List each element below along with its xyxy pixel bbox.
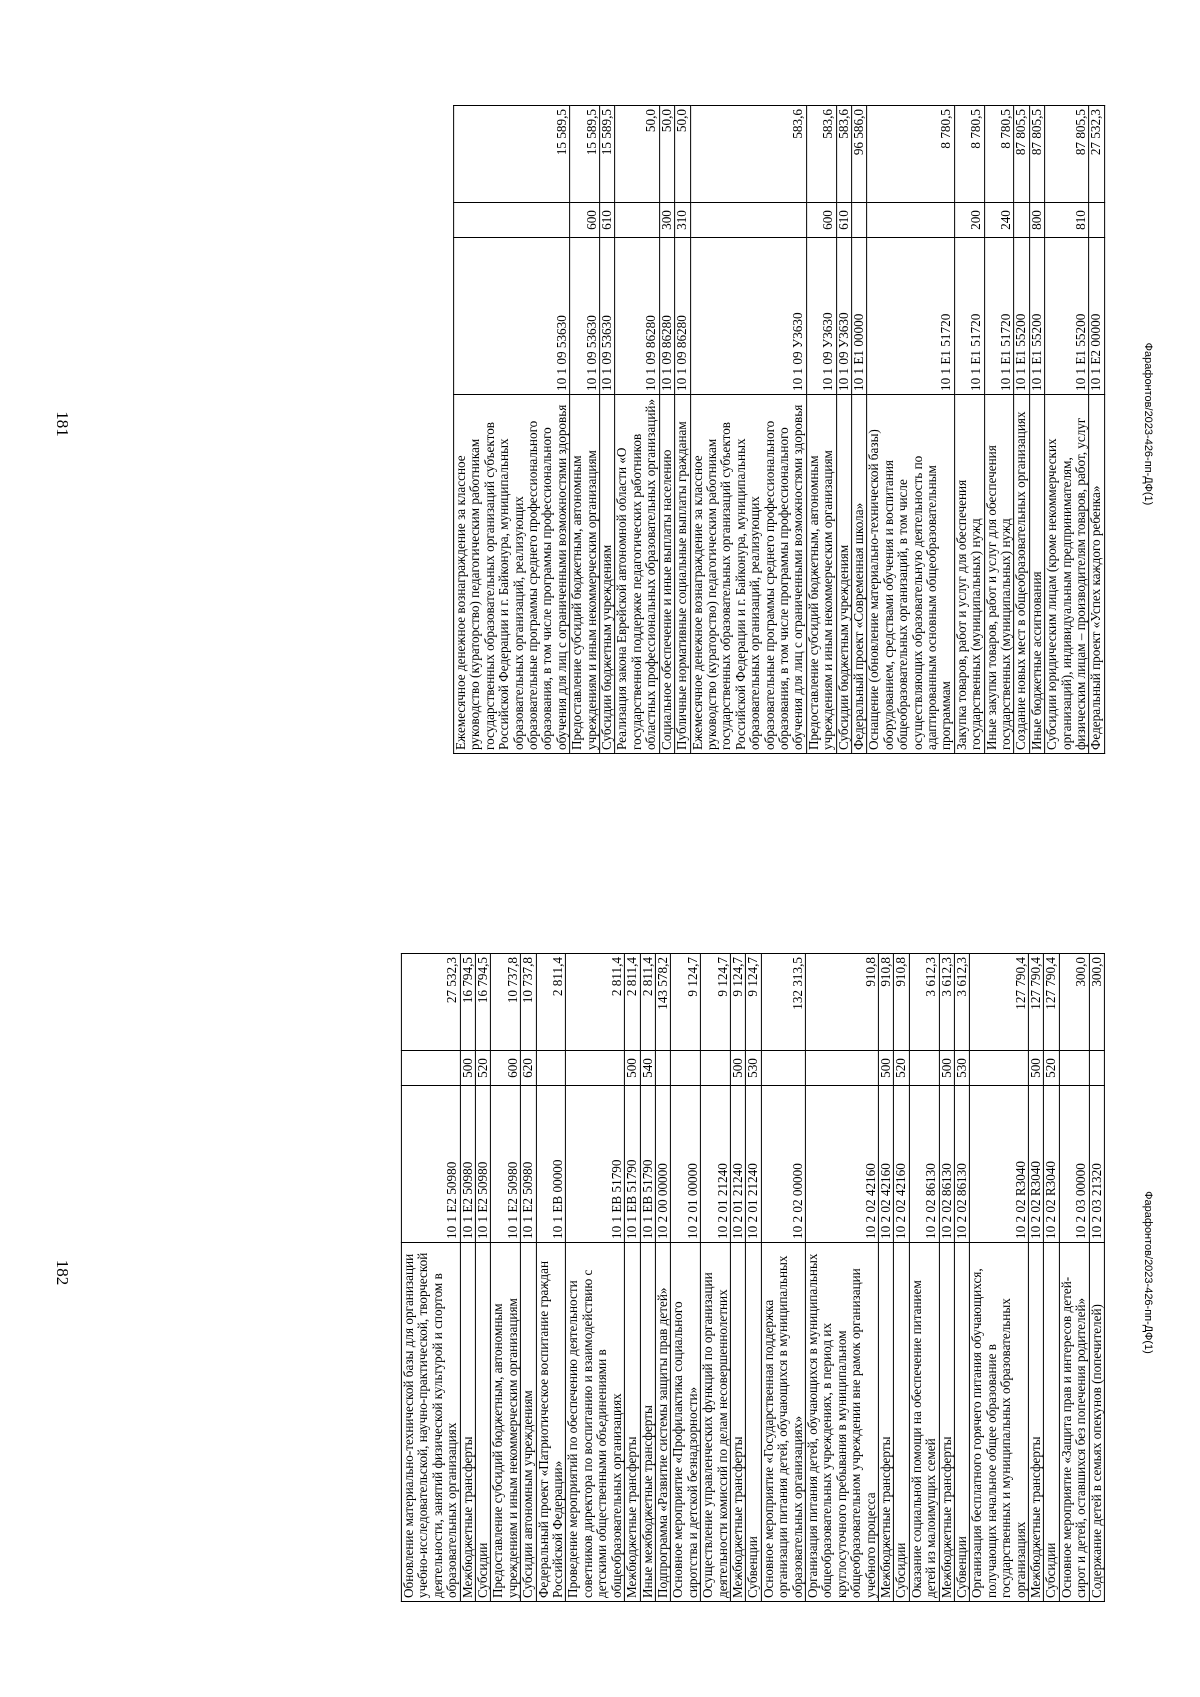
row-code-cell: 10 1 ЕВ 51790 <box>625 1086 640 1243</box>
row-name-cell: Подпрограмма «Развитие системы защиты прав детей» <box>655 1243 670 1602</box>
page-footer: Фарафонтов/2023-426-пп-ДФ(1) <box>1142 1191 1154 1354</box>
table-row <box>536 954 566 1602</box>
row-sum-cell: 910,8 <box>805 954 878 1051</box>
row-sum-cell: 9 124,7 <box>671 954 701 1051</box>
table-row <box>690 106 806 754</box>
row-code-cell: 10 1 ЕВ 51790 <box>566 1086 625 1243</box>
row-sum-cell: 27 532,3 <box>1089 106 1104 203</box>
row-code-cell: 10 2 02 86130 <box>939 1086 954 1243</box>
table-row <box>1045 106 1089 754</box>
row-name-cell: Ежемесячное денежное вознаграждение за классное руководство (кураторство) педагогическим работникам государственных образовательных организаций субъектов Российской Федерации и г. Байконура, муниципальных образовательных организаций, реализующих образовательные программы среднего профессионального образования, в том числе программы профессионального обучения для лиц с ограниченными возможностями здоровья <box>690 395 806 754</box>
row-code-cell: 10 1 09 У3630 <box>690 238 806 395</box>
row-sum-cell: 8 780,5 <box>867 106 954 203</box>
table-row <box>878 954 893 1602</box>
row-name-cell: Субсидии бюджетным учреждениям <box>836 395 851 754</box>
row-name-cell: Публичные нормативные социальные выплаты гражданам <box>675 395 690 754</box>
row-code-cell: 10 2 02 42160 <box>878 1086 893 1243</box>
row-sum-cell: 50,0 <box>675 106 690 203</box>
table-row <box>954 954 969 1602</box>
row-expense-type-cell <box>454 203 570 238</box>
row-sum-cell: 50,0 <box>659 106 674 203</box>
row-code-cell: 10 2 02 42160 <box>805 1086 878 1243</box>
row-code-cell: 10 1 Е1 55200 <box>1014 238 1029 395</box>
row-sum-cell: 87 805,5 <box>1014 106 1029 203</box>
row-name-cell: Субсидии автономным учреждениям <box>521 1243 536 1602</box>
row-code-cell: 10 1 09 53630 <box>454 238 570 395</box>
row-code-cell: 10 2 02 R3040 <box>1044 1086 1059 1243</box>
row-code-cell: 10 2 02 42160 <box>894 1086 909 1243</box>
row-expense-type-cell: 500 <box>460 1051 475 1086</box>
row-name-cell: Основное мероприятие «Государственная поддержка организации питания детей, обучающихся в муниципальных образовательных организациях» <box>761 1243 805 1602</box>
row-name-cell: Предоставление субсидий бюджетным, автономным учреждениям и иным некоммерческим организациям <box>806 395 836 754</box>
row-code-cell: 10 1 Е2 50980 <box>491 1086 521 1243</box>
row-code-cell: 10 1 09 53630 <box>600 238 615 395</box>
table-row <box>659 106 674 754</box>
row-code-cell: 10 2 03 21320 <box>1089 1086 1104 1243</box>
row-sum-cell: 15 589,5 <box>570 106 600 203</box>
table-row <box>805 954 878 1602</box>
row-code-cell: 10 2 01 00000 <box>671 1086 701 1243</box>
row-expense-type-cell: 520 <box>475 1051 490 1086</box>
row-code-cell: 10 1 09 53630 <box>570 238 600 395</box>
row-code-cell: 10 2 02 R3040 <box>970 1086 1029 1243</box>
row-expense-type-cell <box>671 1051 701 1086</box>
row-name-cell: Федеральный проект «Успех каждого ребенка» <box>1089 395 1104 754</box>
row-name-cell: Реализация закона Еврейской автономной области «О государственной поддержке педагогических работников областных профессиональных образовательных организаций» <box>615 395 659 754</box>
row-sum-cell: 583,6 <box>806 106 836 203</box>
row-sum-cell: 2 811,4 <box>536 954 566 1051</box>
row-code-cell: 10 2 01 21240 <box>701 1086 731 1243</box>
row-sum-cell: 127 790,4 <box>970 954 1029 1051</box>
row-expense-type-cell: 610 <box>600 203 615 238</box>
row-expense-type-cell <box>761 1051 805 1086</box>
row-sum-cell: 583,6 <box>690 106 806 203</box>
table-row <box>730 954 745 1602</box>
row-expense-type-cell: 610 <box>836 203 851 238</box>
table-row <box>521 954 536 1602</box>
row-expense-type-cell <box>909 1051 939 1086</box>
row-expense-type-cell <box>1014 203 1029 238</box>
row-code-cell: 10 2 01 21240 <box>746 1086 761 1243</box>
row-sum-cell: 87 805,5 <box>1029 106 1044 203</box>
row-expense-type-cell: 530 <box>746 1051 761 1086</box>
row-name-cell: Содержание детей в семьях опекунов (попечителей) <box>1089 1243 1104 1602</box>
row-expense-type-cell: 500 <box>625 1051 640 1086</box>
budget-table-body <box>401 954 1104 1602</box>
row-name-cell: Обновление материально-технической базы для организации учебно-исследовательской, научно-практической, творческой деятельности, занятий физической культурой и спортом в образовательных организациях <box>401 1243 460 1602</box>
row-sum-cell: 10 737,8 <box>491 954 521 1051</box>
row-sum-cell: 15 589,5 <box>600 106 615 203</box>
row-code-cell: 10 1 Е1 00000 <box>852 238 867 395</box>
row-name-cell: Создание новых мест в общеобразовательных организациях <box>1014 395 1029 754</box>
row-sum-cell: 132 313,5 <box>761 954 805 1051</box>
table-row <box>675 106 690 754</box>
row-sum-cell: 910,8 <box>894 954 909 1051</box>
row-expense-type-cell <box>970 1051 1029 1086</box>
budget-table <box>401 953 1105 1602</box>
row-expense-type-cell: 540 <box>640 1051 655 1086</box>
row-name-cell: Ежемесячное денежное вознаграждение за классное руководство (кураторство) педагогическим работникам государственных образовательных организаций субъектов Российской Федерации и г. Байконура, муниципальных образовательных организаций, реализующих образовательные программы среднего профессионального образования, в том числе программы профессионального обучения для лиц с ограниченными возможностями здоровья <box>454 395 570 754</box>
table-row <box>1044 954 1059 1602</box>
table-row <box>939 954 954 1602</box>
row-name-cell: Межбюджетные трансферты <box>1028 1243 1043 1602</box>
row-code-cell: 10 1 Е2 50980 <box>460 1086 475 1243</box>
row-name-cell: Организация питания детей, обучающихся в муниципальных общеобразовательных учреждениях, в период их круглосуточного пребывания в муниципальном общеобразовательном учреждении вне рамок организации учебного процесса <box>805 1243 878 1602</box>
row-name-cell: Субсидии бюджетным учреждениям <box>600 395 615 754</box>
row-expense-type-cell: 600 <box>570 203 600 238</box>
row-name-cell: Оснащение (обновление материально-технической базы) оборудованием, средствами обучения и воспитания общеобразовательных организаций, в том числе осуществляющих образовательную деятельность по адаптированным основным общеобразовательным программам <box>867 395 954 754</box>
row-sum-cell: 127 790,4 <box>1028 954 1043 1051</box>
table-row <box>454 106 570 754</box>
row-name-cell: Межбюджетные трансферты <box>730 1243 745 1602</box>
table-row <box>761 954 805 1602</box>
page-181 <box>0 0 1200 848</box>
row-expense-type-cell: 500 <box>939 1051 954 1086</box>
table-row <box>655 954 670 1602</box>
row-code-cell: 10 1 Е2 50980 <box>401 1086 460 1243</box>
table-row <box>970 954 1029 1602</box>
row-name-cell: Оказание социальной помощи на обеспечение питанием детей из малоимущих семей <box>909 1243 939 1602</box>
row-expense-type-cell: 310 <box>675 203 690 238</box>
row-code-cell: 10 1 Е2 50980 <box>521 1086 536 1243</box>
row-sum-cell: 8 780,5 <box>984 106 1014 203</box>
row-sum-cell: 2 811,4 <box>625 954 640 1051</box>
table-row <box>401 954 460 1602</box>
budget-table <box>453 105 1105 754</box>
row-code-cell: 10 2 03 00000 <box>1059 1086 1089 1243</box>
row-code-cell: 10 1 ЕВ 51790 <box>640 1086 655 1243</box>
row-name-cell: Федеральный проект «Современная школа» <box>852 395 867 754</box>
table-row <box>625 954 640 1602</box>
row-sum-cell: 300,0 <box>1089 954 1104 1051</box>
row-name-cell: Межбюджетные трансферты <box>878 1243 893 1602</box>
table-row <box>806 106 836 754</box>
row-sum-cell: 2 811,4 <box>566 954 625 1051</box>
table-row <box>909 954 939 1602</box>
table-row <box>746 954 761 1602</box>
page-footer: Фарафонтов/2023-426-пп-ДФ(1) <box>1142 342 1154 506</box>
row-name-cell: Межбюджетные трансферты <box>939 1243 954 1602</box>
row-name-cell: Межбюджетные трансферты <box>625 1243 640 1602</box>
table-row <box>1014 106 1029 754</box>
row-code-cell: 10 2 02 86130 <box>909 1086 939 1243</box>
row-sum-cell: 16 794,5 <box>460 954 475 1051</box>
row-code-cell: 10 1 09 86280 <box>675 238 690 395</box>
row-expense-type-cell: 520 <box>1044 1051 1059 1086</box>
table-row <box>1059 954 1089 1602</box>
row-expense-type-cell <box>401 1051 460 1086</box>
row-expense-type-cell <box>1089 1051 1104 1086</box>
row-code-cell: 10 1 Е1 51720 <box>867 238 954 395</box>
row-sum-cell: 27 532,3 <box>401 954 460 1051</box>
row-code-cell: 10 1 Е1 51720 <box>954 238 984 395</box>
row-sum-cell: 910,8 <box>878 954 893 1051</box>
row-expense-type-cell: 530 <box>954 1051 969 1086</box>
row-code-cell: 10 1 09 У3630 <box>836 238 851 395</box>
table-row <box>852 106 867 754</box>
row-expense-type-cell: 200 <box>954 203 984 238</box>
row-name-cell: Проведение мероприятий по обеспечению деятельности советников директора по воспитанию и взаимодействию с детскими общественными объединениями в общеобразовательных организациях <box>566 1243 625 1602</box>
row-expense-type-cell: 500 <box>878 1051 893 1086</box>
row-name-cell: Организация бесплатного горячего питания обучающихся, получающих начальное общее образование в государственных и муниципальных образовательных организациях <box>970 1243 1029 1602</box>
table-row <box>570 106 600 754</box>
table-row <box>566 954 625 1602</box>
row-name-cell: Основное мероприятие «Защита прав и интересов детей-сирот и детей, оставшихся без попечения родителей» <box>1059 1243 1089 1602</box>
row-sum-cell: 9 124,7 <box>730 954 745 1051</box>
row-code-cell: 10 1 Е2 00000 <box>1089 238 1104 395</box>
table-row <box>671 954 701 1602</box>
row-name-cell: Иные бюджетные ассигнования <box>1029 395 1044 754</box>
row-expense-type-cell <box>701 1051 731 1086</box>
row-sum-cell: 3 612,3 <box>909 954 939 1051</box>
table-row <box>600 106 615 754</box>
row-name-cell: Закупка товаров, работ и услуг для обеспечения государственных (муниципальных) нужд <box>954 395 984 754</box>
table-row <box>1029 106 1044 754</box>
row-code-cell: 10 1 Е1 51720 <box>984 238 1014 395</box>
row-expense-type-cell <box>655 1051 670 1086</box>
row-expense-type-cell: 500 <box>1028 1051 1043 1086</box>
row-name-cell: Субсидии юридическим лицам (кроме некоммерческих организаций), индивидуальным предпринимателям, физическим лицам – производителям товаров, работ, услуг <box>1045 395 1089 754</box>
row-expense-type-cell <box>615 203 659 238</box>
row-expense-type-cell: 800 <box>1029 203 1044 238</box>
table-row <box>867 106 954 754</box>
row-code-cell: 10 1 Е1 55200 <box>1045 238 1089 395</box>
row-expense-type-cell: 500 <box>730 1051 745 1086</box>
row-expense-type-cell <box>690 203 806 238</box>
row-code-cell: 10 1 Е2 50980 <box>475 1086 490 1243</box>
table-row <box>475 954 490 1602</box>
row-name-cell: Субсидии <box>475 1243 490 1602</box>
page-number: 181 <box>53 411 72 437</box>
row-expense-type-cell: 600 <box>806 203 836 238</box>
table-row <box>640 954 655 1602</box>
row-sum-cell: 127 790,4 <box>1044 954 1059 1051</box>
row-name-cell: Субвенции <box>746 1243 761 1602</box>
row-expense-type-cell <box>805 1051 878 1086</box>
row-name-cell: Федеральный проект «Патриотическое воспитание граждан Российской Федерации» <box>536 1243 566 1602</box>
row-expense-type-cell <box>1059 1051 1089 1086</box>
row-name-cell: Осуществление управленческих функций по организации деятельности комиссий по делам несовершеннолетних <box>701 1243 731 1602</box>
row-code-cell: 10 1 Е1 55200 <box>1029 238 1044 395</box>
row-expense-type-cell <box>566 1051 625 1086</box>
row-name-cell: Предоставление субсидий бюджетным, автономным учреждениям и иным некоммерческим организациям <box>491 1243 521 1602</box>
table-row <box>984 106 1014 754</box>
budget-table-body <box>454 106 1105 754</box>
row-sum-cell: 2 811,4 <box>640 954 655 1051</box>
table-row <box>1089 106 1104 754</box>
table-row <box>954 106 984 754</box>
row-expense-type-cell: 620 <box>521 1051 536 1086</box>
row-expense-type-cell: 600 <box>491 1051 521 1086</box>
row-expense-type-cell: 240 <box>984 203 1014 238</box>
row-sum-cell: 10 737,8 <box>521 954 536 1051</box>
row-name-cell: Субсидии <box>894 1243 909 1602</box>
row-expense-type-cell: 300 <box>659 203 674 238</box>
row-sum-cell: 50,0 <box>615 106 659 203</box>
row-name-cell: Социальное обеспечение и иные выплаты населению <box>659 395 674 754</box>
row-code-cell: 10 1 ЕВ 00000 <box>536 1086 566 1243</box>
row-code-cell: 10 2 02 00000 <box>761 1086 805 1243</box>
row-code-cell: 10 1 09 86280 <box>615 238 659 395</box>
table-row <box>1089 954 1104 1602</box>
row-code-cell: 10 1 09 У3630 <box>806 238 836 395</box>
row-sum-cell: 9 124,7 <box>701 954 731 1051</box>
row-name-cell: Предоставление субсидий бюджетным, автономным учреждениям и иным некоммерческим организациям <box>570 395 600 754</box>
row-sum-cell: 9 124,7 <box>746 954 761 1051</box>
page-number: 182 <box>53 1259 72 1286</box>
row-name-cell: Межбюджетные трансферты <box>460 1243 475 1602</box>
table-row <box>701 954 731 1602</box>
row-expense-type-cell <box>867 203 954 238</box>
row-code-cell: 10 2 02 R3040 <box>1028 1086 1043 1243</box>
row-code-cell: 10 1 09 86280 <box>659 238 674 395</box>
table-row <box>1028 954 1043 1602</box>
row-sum-cell: 87 805,5 <box>1045 106 1089 203</box>
row-code-cell: 10 2 00 00000 <box>655 1086 670 1243</box>
table-row <box>460 954 475 1602</box>
row-name-cell: Иные межбюджетные трансферты <box>640 1243 655 1602</box>
row-sum-cell: 15 589,5 <box>454 106 570 203</box>
row-name-cell: Субсидии <box>1044 1243 1059 1602</box>
row-expense-type-cell <box>852 203 867 238</box>
row-code-cell: 10 2 01 21240 <box>730 1086 745 1243</box>
row-sum-cell: 96 586,0 <box>852 106 867 203</box>
table-row <box>894 954 909 1602</box>
row-sum-cell: 300,0 <box>1059 954 1089 1051</box>
row-sum-cell: 3 612,3 <box>954 954 969 1051</box>
row-name-cell: Субвенции <box>954 1243 969 1602</box>
row-expense-type-cell <box>536 1051 566 1086</box>
row-name-cell: Иные закупки товаров, работ и услуг для обеспечения государственных (муниципальных) нужд <box>984 395 1014 754</box>
row-code-cell: 10 2 02 86130 <box>954 1086 969 1243</box>
row-sum-cell: 8 780,5 <box>954 106 984 203</box>
row-expense-type-cell: 520 <box>894 1051 909 1086</box>
row-expense-type-cell: 810 <box>1045 203 1089 238</box>
table-row <box>491 954 521 1602</box>
row-sum-cell: 583,6 <box>836 106 851 203</box>
row-sum-cell: 143 578,2 <box>655 954 670 1051</box>
row-name-cell: Основное мероприятие «Профилактика социального сиротства и детской безнадзорности» <box>671 1243 701 1602</box>
page-182 <box>0 848 1200 1697</box>
table-row <box>615 106 659 754</box>
table-row <box>836 106 851 754</box>
row-expense-type-cell <box>1089 203 1104 238</box>
row-sum-cell: 16 794,5 <box>475 954 490 1051</box>
row-sum-cell: 3 612,3 <box>939 954 954 1051</box>
